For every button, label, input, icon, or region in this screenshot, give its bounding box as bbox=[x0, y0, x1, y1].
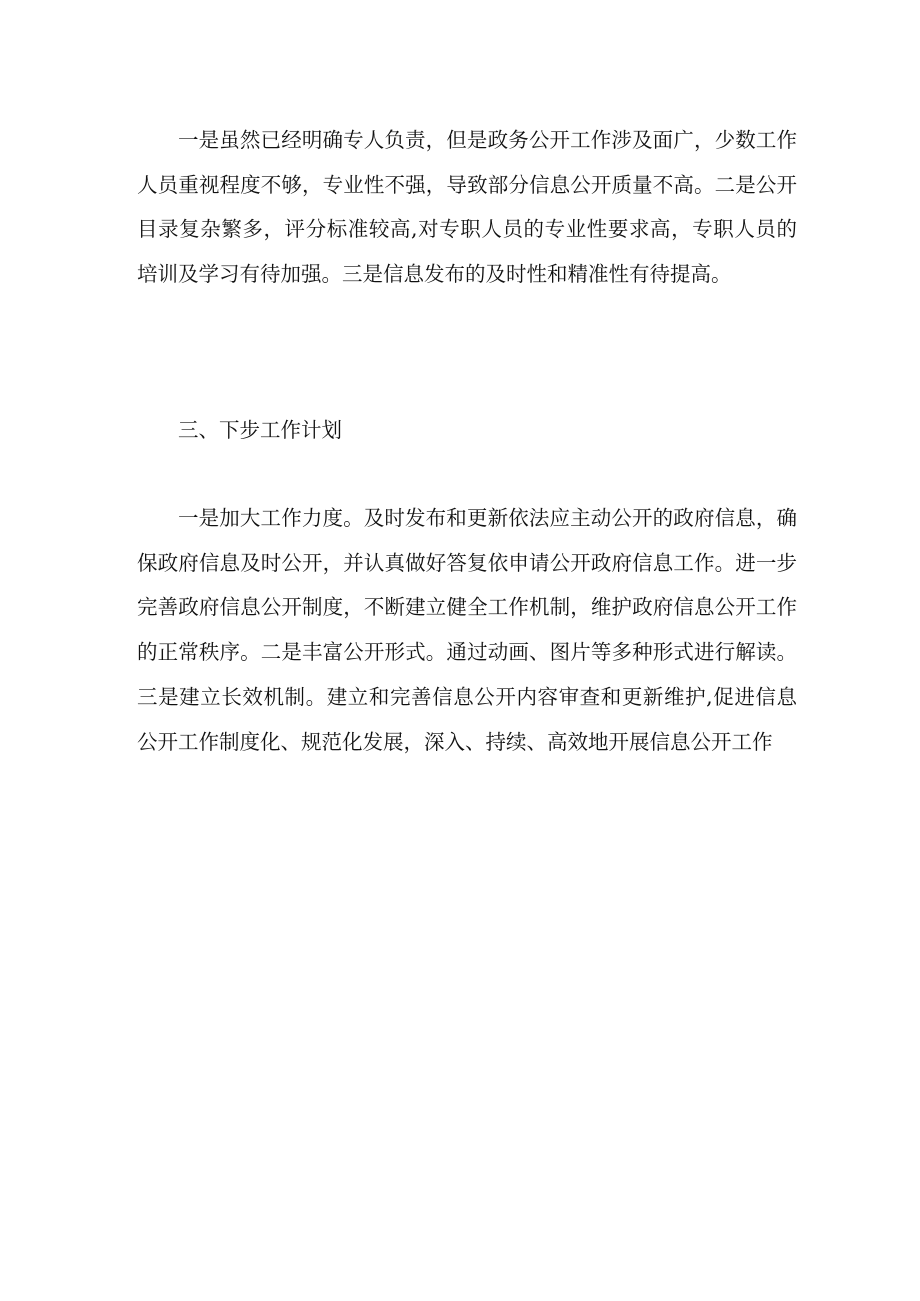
paragraph-work-plan: 一是加大工作力度。及时发布和更新依法应主动公开的政府信息，确保政府信息及时公开，并认真做好答复依申请公开政府信息工作。进一步完善政府信息公开制度，不断建立健全工作机制，维护政府信息公开工作的正常秩序。二是丰富公开形式。通过动画、图片等多种形式进行解读。三是建立长效机制。建立和完善信息公开内容审查和更新维护,促进信息公开工作制度化、规范化发展，深入、持续、高效地开展信息公开工作 bbox=[137, 506, 797, 754]
paragraph-problems: 一是虽然已经明确专人负责，但是政务公开工作涉及面广，少数工作人员重视程度不够，专业性不强，导致部分信息公开质量不高。二是公开目录复杂繁多，评分标准较高,对专职人员的专业性要求高，专职人员的培训及学习有待加强。三是信息发布的及时性和精准性有待提高。 bbox=[137, 128, 797, 287]
section-heading-next-steps: 三、下步工作计划 bbox=[178, 418, 342, 442]
